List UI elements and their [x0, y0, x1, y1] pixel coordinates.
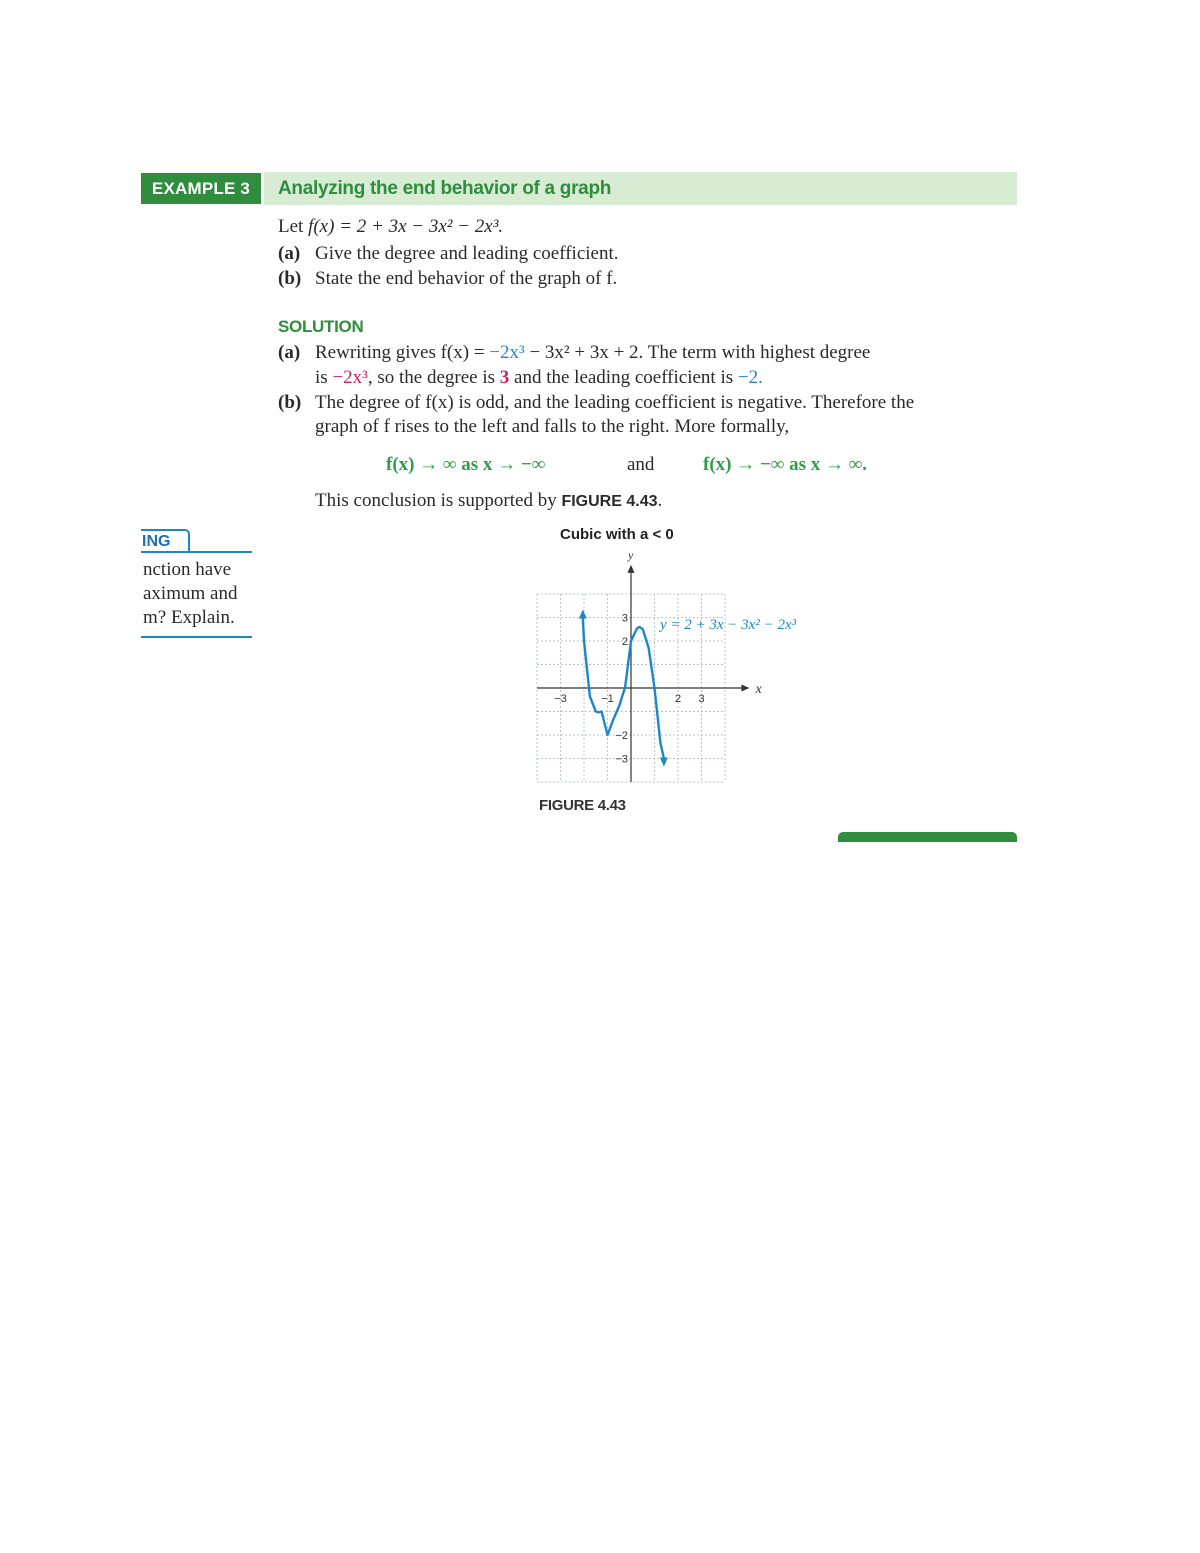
y-axis-label: y	[628, 547, 634, 562]
x-axis-label: x	[755, 682, 762, 697]
solution-heading: SOLUTION	[278, 317, 364, 336]
solution-a-coef: −2.	[737, 367, 763, 388]
solution-a-prefix: Rewriting gives f(x) =	[315, 342, 485, 363]
conclusion-line	[315, 489, 662, 514]
margin-rule-bottom	[141, 636, 252, 638]
function-definition: f(x) = 2 + 3x − 3x² − 2x³.	[308, 216, 504, 237]
formal-left-expr: f(x) → ∞ as x → −∞	[386, 454, 546, 475]
x-tick-label: −3	[554, 693, 567, 705]
problem-part-a	[278, 242, 619, 266]
cubic-graph	[520, 540, 780, 790]
solution-a-rest: − 3x² + 3x + 2. The term with highest degree	[529, 342, 871, 363]
x-tick-label: 3	[698, 693, 705, 705]
part-a-label: (a)	[278, 243, 301, 264]
part-b-text: State the end behavior of the graph of f.	[315, 268, 618, 289]
part-b-label: (b)	[278, 268, 302, 289]
formal-and: and	[627, 454, 655, 475]
solution-a-line2	[315, 366, 763, 390]
conclusion-end: .	[657, 490, 663, 511]
y-tick-label: 3	[621, 612, 628, 625]
example-badge: EXAMPLE 3	[141, 173, 261, 204]
solution-b-line1	[278, 391, 914, 415]
y-tick-label: 2	[621, 636, 628, 648]
part-a-text: Give the degree and leading coefficient.	[315, 243, 619, 264]
curve-left-arrow-icon	[579, 610, 587, 619]
problem-part-b	[278, 267, 617, 291]
solution-a-term: −2x³	[332, 367, 368, 388]
curve-right-arrow-icon	[660, 758, 668, 767]
y-tick-label: −3	[615, 753, 628, 766]
margin-rule-top	[141, 551, 252, 553]
graph-axes	[537, 565, 749, 782]
margin-line-3: m? Explain.	[143, 607, 235, 628]
solution-b-label: (b)	[278, 392, 302, 413]
y-axis-arrow-icon	[628, 565, 635, 573]
formal-left	[386, 452, 545, 478]
margin-line-1: nction have	[143, 559, 232, 580]
solution-a-mid: , so the degree is	[367, 367, 496, 388]
conclusion-prefix: This conclusion is supported by	[315, 490, 557, 511]
x-tick-label: 2	[674, 693, 682, 705]
solution-b-text1: The degree of f(x) is odd, and the leading coefficient is negative. Therefore the	[315, 392, 915, 413]
solution-b-line2: graph of f rises to the left and falls to the right. More formally,	[315, 416, 790, 437]
problem-let-line	[278, 215, 503, 239]
figure-caption: Cubic with a < 0	[560, 526, 674, 543]
solution-a-is: is	[315, 367, 328, 388]
formal-right	[703, 452, 867, 478]
margin-note-tab: ING	[141, 529, 190, 553]
x-axis-arrow-icon	[741, 685, 749, 692]
solution-a-after: and the leading coefficient is	[514, 367, 734, 388]
x-tick-label: −1	[601, 693, 614, 705]
y-tick-label: −2	[615, 730, 628, 742]
solution-a-lead-term: −2x³	[489, 342, 525, 363]
figure-label: FIGURE 4.43	[539, 797, 626, 814]
conclusion-figure-ref: FIGURE 4.43	[561, 493, 658, 510]
next-section-tab	[838, 832, 1017, 842]
solution-a-line1	[278, 341, 870, 365]
margin-line-2: aximum and	[143, 583, 238, 604]
example-title: Analyzing the end behavior of a graph	[278, 178, 612, 199]
solution-a-degree: 3	[499, 367, 510, 388]
graph-equation: y = 2 + 3x − 3x² − 2x³	[660, 617, 797, 633]
formal-right-expr: f(x) → −∞ as x → ∞.	[703, 454, 868, 475]
solution-a-label: (a)	[278, 342, 301, 363]
let-word: Let	[278, 216, 304, 237]
